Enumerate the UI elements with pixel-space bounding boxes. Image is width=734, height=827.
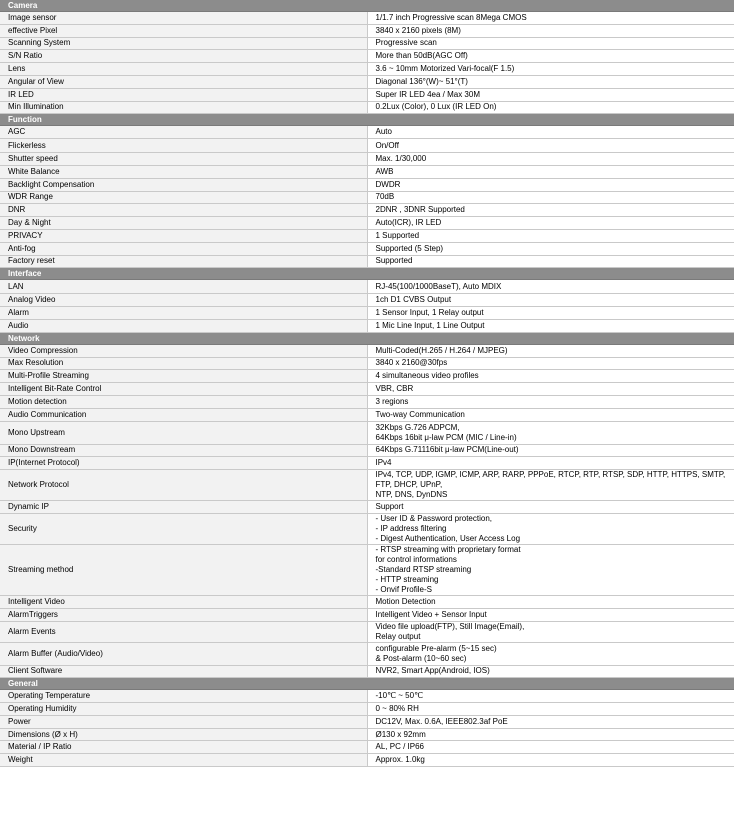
spec-label: Mono Upstream (0, 421, 367, 444)
spec-value: Supported (5 Step) (367, 242, 734, 255)
spec-value: 3840 x 2160@30fps (367, 357, 734, 370)
spec-row (0, 444, 734, 457)
spec-row (0, 370, 734, 383)
spec-row (0, 75, 734, 88)
spec-value: Approx. 1.0kg (367, 754, 734, 767)
spec-value: Two-way Communication (367, 408, 734, 421)
spec-row (0, 457, 734, 470)
spec-value: NVR2, Smart App(Android, IOS) (367, 665, 734, 678)
spec-label: Alarm Events (0, 621, 367, 642)
spec-value: - RTSP streaming with proprietary format for control informations -Standard RTSP streaming - HTTP streaming - Onvif Profile-S (367, 544, 734, 595)
spec-value: - User ID & Password protection, - IP address filtering - Digest Authentication, User Access Log (367, 513, 734, 544)
spec-row (0, 501, 734, 514)
spec-row (0, 294, 734, 307)
spec-label: AlarmTriggers (0, 608, 367, 621)
section-header (0, 678, 734, 690)
spec-label: Material / IP Ratio (0, 741, 367, 754)
spec-value: Video file upload(FTP), Still Image(Email), Relay output (367, 621, 734, 642)
spec-label: Mono Downstream (0, 444, 367, 457)
section-title: Interface (0, 268, 734, 280)
spec-row (0, 642, 734, 665)
spec-row (0, 421, 734, 444)
spec-row (0, 24, 734, 37)
spec-label: IP(Internet Protocol) (0, 457, 367, 470)
spec-row (0, 408, 734, 421)
spec-value: -10℃ ~ 50℃ (367, 690, 734, 703)
spec-label: LAN (0, 280, 367, 294)
section-title: General (0, 678, 734, 690)
spec-row (0, 513, 734, 544)
section-title: Camera (0, 0, 734, 12)
spec-label: Security (0, 513, 367, 544)
spec-row (0, 50, 734, 63)
spec-value: 2DNR , 3DNR Supported (367, 204, 734, 217)
spec-row (0, 595, 734, 608)
spec-label: Network Protocol (0, 470, 367, 501)
spec-value: Auto (367, 126, 734, 139)
spec-row (0, 715, 734, 728)
spec-label: Intelligent Video (0, 595, 367, 608)
spec-value: Ø130 x 92mm (367, 728, 734, 741)
spec-row (0, 101, 734, 114)
spec-value: VBR, CBR (367, 383, 734, 396)
spec-value: 1/1.7 inch Progressive scan 8Mega CMOS (367, 12, 734, 25)
spec-label: Alarm Buffer (Audio/Video) (0, 642, 367, 665)
spec-value: 64Kbps G.71116bit μ-law PCM(Line-out) (367, 444, 734, 457)
spec-label: Alarm (0, 307, 367, 320)
spec-value: DC12V, Max. 0.6A, IEEE802.3af PoE (367, 715, 734, 728)
spec-row (0, 544, 734, 595)
spec-value: 32Kbps G.726 ADPCM, 64Kbps 16bit μ-law PCM (MIC / Line-in) (367, 421, 734, 444)
spec-value: On/Off (367, 139, 734, 153)
spec-label: DNR (0, 204, 367, 217)
spec-row (0, 280, 734, 294)
spec-label: Anti-fog (0, 242, 367, 255)
spec-value: 1 Supported (367, 229, 734, 242)
spec-value: Motion Detection (367, 595, 734, 608)
spec-row (0, 344, 734, 357)
spec-label: Backlight Compensation (0, 178, 367, 191)
spec-label: Weight (0, 754, 367, 767)
spec-label: Video Compression (0, 344, 367, 357)
spec-value: 0 ~ 80% RH (367, 703, 734, 716)
spec-value: Multi-Coded(H.265 / H.264 / MJPEG) (367, 344, 734, 357)
spec-row (0, 63, 734, 76)
spec-label: Shutter speed (0, 153, 367, 166)
section-title: Function (0, 114, 734, 126)
spec-label: WDR Range (0, 191, 367, 204)
spec-value: RJ-45(100/1000BaseT), Auto MDIX (367, 280, 734, 294)
spec-row (0, 37, 734, 50)
spec-label: Factory reset (0, 255, 367, 268)
spec-row (0, 12, 734, 25)
spec-row (0, 383, 734, 396)
spec-row (0, 178, 734, 191)
spec-value: IPv4, TCP, UDP, IGMP, ICMP, ARP, RARP, PPPoE, RTCP, RTP, RTSP, SDP, HTTP, HTTPS, SMTP, FTP, DHCP, UPnP, NTP, DNS, DynDNS (367, 470, 734, 501)
spec-value: IPv4 (367, 457, 734, 470)
spec-row (0, 395, 734, 408)
spec-label: Power (0, 715, 367, 728)
spec-value: Support (367, 501, 734, 514)
spec-row (0, 126, 734, 139)
spec-label: Client Software (0, 665, 367, 678)
spec-label: Min Illumination (0, 101, 367, 114)
spec-row (0, 191, 734, 204)
spec-row (0, 690, 734, 703)
spec-row (0, 242, 734, 255)
spec-row (0, 153, 734, 166)
spec-value: AWB (367, 165, 734, 178)
spec-value: Max. 1/30,000 (367, 153, 734, 166)
spec-value: More than 50dB(AGC Off) (367, 50, 734, 63)
spec-label: Day & Night (0, 217, 367, 230)
spec-value: Progressive scan (367, 37, 734, 50)
section-title: Network (0, 332, 734, 344)
spec-label: Dynamic IP (0, 501, 367, 514)
spec-row (0, 319, 734, 332)
spec-value: DWDR (367, 178, 734, 191)
section-header (0, 114, 734, 126)
spec-label: Multi-Profile Streaming (0, 370, 367, 383)
spec-label: Angular of View (0, 75, 367, 88)
section-header (0, 332, 734, 344)
spec-label: Motion detection (0, 395, 367, 408)
spec-row (0, 204, 734, 217)
spec-row (0, 741, 734, 754)
spec-value: configurable Pre-alarm (5~15 sec) & Post-alarm (10~60 sec) (367, 642, 734, 665)
spec-label: Lens (0, 63, 367, 76)
spec-row (0, 608, 734, 621)
spec-value: 1ch D1 CVBS Output (367, 294, 734, 307)
spec-value: 3 regions (367, 395, 734, 408)
spec-value: 3840 x 2160 pixels (8M) (367, 24, 734, 37)
spec-label: Intelligent Bit-Rate Control (0, 383, 367, 396)
spec-label: Audio Communication (0, 408, 367, 421)
spec-value: 0.2Lux (Color), 0 Lux (IR LED On) (367, 101, 734, 114)
spec-row (0, 165, 734, 178)
spec-label: IR LED (0, 88, 367, 101)
spec-row (0, 255, 734, 268)
spec-row (0, 665, 734, 678)
spec-value: Intelligent Video + Sensor Input (367, 608, 734, 621)
spec-value: 1 Sensor Input, 1 Relay output (367, 307, 734, 320)
spec-label: Image sensor (0, 12, 367, 25)
spec-label: Operating Humidity (0, 703, 367, 716)
spec-value: Diagonal 136°(W)~ 51°(T) (367, 75, 734, 88)
spec-label: White Balance (0, 165, 367, 178)
spec-label: Dimensions (Ø x H) (0, 728, 367, 741)
spec-label: Flickerless (0, 139, 367, 153)
spec-value: 3.6 ~ 10mm Motorized Vari-focal(F 1.5) (367, 63, 734, 76)
spec-row (0, 357, 734, 370)
spec-value: 70dB (367, 191, 734, 204)
spec-label: PRIVACY (0, 229, 367, 242)
spec-label: Max Resolution (0, 357, 367, 370)
spec-row (0, 703, 734, 716)
spec-value: Auto(ICR), IR LED (367, 217, 734, 230)
spec-label: Operating Temperature (0, 690, 367, 703)
spec-label: effective Pixel (0, 24, 367, 37)
spec-label: Analog Video (0, 294, 367, 307)
spec-value: Super IR LED 4ea / Max 30M (367, 88, 734, 101)
spec-label: S/N Ratio (0, 50, 367, 63)
spec-label: Scanning System (0, 37, 367, 50)
spec-value: 4 simultaneous video profiles (367, 370, 734, 383)
spec-value: 1 Mic Line Input, 1 Line Output (367, 319, 734, 332)
spec-row (0, 728, 734, 741)
spec-label: AGC (0, 126, 367, 139)
section-header (0, 268, 734, 280)
section-header (0, 0, 734, 12)
spec-value: Supported (367, 255, 734, 268)
spec-row (0, 470, 734, 501)
spec-row (0, 621, 734, 642)
spec-row (0, 229, 734, 242)
spec-value: AL, PC / IP66 (367, 741, 734, 754)
spec-label: Streaming method (0, 544, 367, 595)
spec-row (0, 307, 734, 320)
spec-label: Audio (0, 319, 367, 332)
spec-row (0, 217, 734, 230)
spec-row (0, 139, 734, 153)
spec-row (0, 754, 734, 767)
spec-row (0, 88, 734, 101)
